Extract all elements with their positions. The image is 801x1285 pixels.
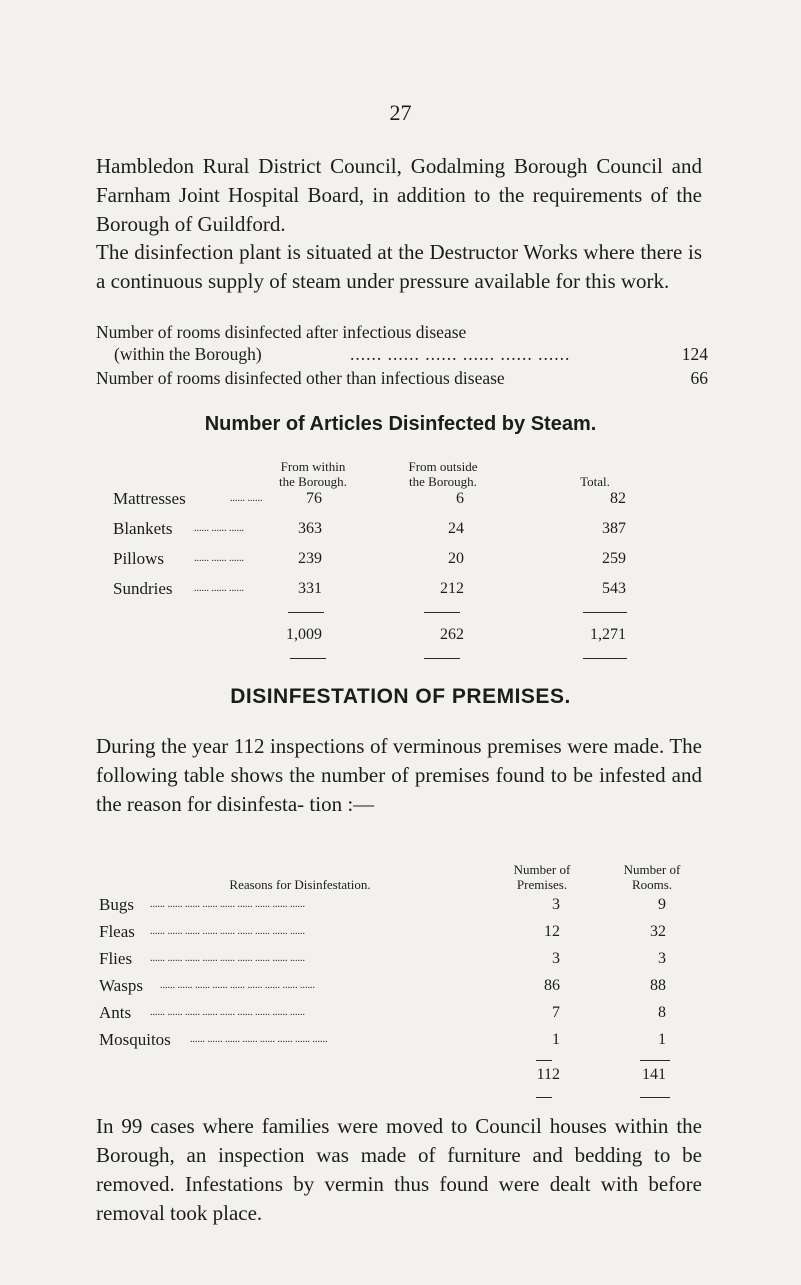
intro-paragraph: Hambledon Rural District Council, Godalming Borough Council and Farnham Joint Hospital Board, in addition to the requirements of the Borough of Guildford. (96, 154, 702, 236)
cell-outside: 212 (440, 580, 464, 597)
row-label: Mattresses (113, 489, 186, 508)
disinfestation-title: DISINFESTATION OF PREMISES. (230, 685, 571, 708)
subtotal-rule-within (288, 612, 324, 613)
header-within-line2: the Borough. (279, 474, 347, 489)
rooms-row-infectious-line2 (96, 343, 708, 365)
cell-rooms: 1 (658, 1031, 666, 1048)
leader-dots: ...... ...... ...... ...... ...... ...... ...... ...... ...... (160, 980, 315, 991)
header-within-line1: From within (280, 459, 346, 474)
cell-rooms: 9 (658, 896, 666, 913)
rooms-value-other: 66 (690, 368, 708, 388)
header-rooms-line1: Number of (623, 862, 681, 877)
subtotal-rule-outside (424, 612, 460, 613)
row-label: Mosquitos (99, 1030, 171, 1049)
header-rooms-line2: Rooms. (631, 877, 673, 892)
row-label: Blankets (113, 519, 173, 538)
total-rule-total (583, 658, 627, 659)
rooms-row-infectious-line1 (96, 321, 708, 343)
leader-dots: ...... ...... ...... (194, 523, 244, 534)
rooms-label-infectious: Number of rooms disinfected after infectious disease (96, 322, 467, 342)
header-outside-line1: From outside (408, 459, 478, 474)
rooms-label-other: Number of rooms disinfected other than infectious disease (96, 368, 505, 388)
header-total: Total. (580, 474, 610, 489)
cell-total: 543 (602, 580, 626, 597)
cell-rooms: 8 (658, 1004, 666, 1021)
header-outside-line2: the Borough. (409, 474, 477, 489)
total-rule-outside (424, 658, 460, 659)
leader-dots: ...... ...... ...... ...... ...... ...... ...... ...... ...... (150, 899, 305, 910)
leader-dots: ...... ...... ...... ...... ...... ...... ...... ...... ...... (150, 926, 305, 937)
header-within (252, 459, 374, 489)
row-label: Flies (99, 949, 133, 968)
cell-rooms: 3 (658, 950, 666, 967)
total-rule-rooms (640, 1097, 670, 1098)
subtotal-rule-premises (536, 1060, 552, 1061)
row-label: Sundries (113, 579, 173, 598)
leader-dots: ...... ...... ...... (194, 553, 244, 564)
cell-total: 387 (602, 520, 626, 537)
row-label: Ants (99, 1003, 132, 1022)
rooms-disinfected-list (96, 321, 708, 389)
total-rooms: 141 (642, 1066, 666, 1083)
cell-total: 259 (602, 550, 626, 567)
cell-within: 363 (298, 520, 322, 537)
row-label: Pillows (113, 549, 165, 568)
leader-dots: ...... ...... ...... ...... ...... ...... ...... ...... ...... (150, 1007, 305, 1018)
leader-dots: ...... ...... (230, 493, 263, 504)
header-reasons: Reasons for Disinfestation. (229, 877, 371, 892)
rooms-row-other (96, 367, 708, 389)
plant-paragraph: The disinfection plant is situated at the Destructor Works where there is a continuous supply of steam under pressure available for this work. (96, 240, 702, 293)
cell-outside: 20 (448, 550, 464, 567)
cell-within: 331 (298, 580, 322, 597)
header-rooms (602, 862, 702, 892)
cell-premises: 86 (544, 977, 560, 994)
row-label: Fleas (99, 922, 135, 941)
header-premises-line1: Number of (513, 862, 571, 877)
page-number: 27 (389, 100, 412, 125)
header-premises-line2: Premises. (516, 877, 568, 892)
total-premises: 112 (536, 1066, 560, 1083)
leader-dots: ...... ...... ...... ...... ...... ...... ...... ...... ...... (150, 953, 305, 964)
rooms-label-within: (within the Borough) (114, 344, 262, 364)
total-within: 1,009 (286, 626, 322, 643)
cell-premises: 1 (552, 1031, 560, 1048)
subtotal-rule-rooms (640, 1060, 670, 1061)
total-total: 1,271 (590, 626, 626, 643)
total-rule-within (290, 658, 326, 659)
cell-premises: 12 (544, 923, 560, 940)
cell-premises: 7 (552, 1004, 560, 1021)
total-outside: 262 (440, 626, 464, 643)
removal-paragraph: In 99 cases where families were moved to Council houses within the Borough, an inspection was made of furniture and bedding to be removed. Infestations by vermin thus found were dealt with before removal took place. (96, 1114, 702, 1225)
leader-dots: ...... ...... ...... (194, 583, 244, 594)
articles-table-title: Number of Articles Disinfected by Steam. (204, 413, 597, 435)
header-premises (492, 862, 592, 892)
row-label: Wasps (99, 976, 143, 995)
cell-rooms: 88 (650, 977, 666, 994)
cell-premises: 3 (552, 896, 560, 913)
cell-outside: 6 (456, 490, 464, 507)
leader-dots: ...... ...... ...... ...... ...... ...... ...... ...... (190, 1034, 328, 1045)
inspections-paragraph: During the year 112 inspections of verminous premises were made. The following table shows the number of premises found to be infested and the reason for disinfesta- tion :— (96, 734, 702, 816)
rooms-value-infectious: 124 (681, 344, 708, 364)
row-label: Bugs (99, 895, 134, 914)
cell-rooms: 32 (650, 923, 666, 940)
cell-total: 82 (610, 490, 626, 507)
header-outside (385, 459, 501, 489)
rooms-leader-dots: ...... ...... ...... ...... ...... ...... (350, 344, 571, 364)
cell-outside: 24 (448, 520, 464, 537)
cell-premises: 3 (552, 950, 560, 967)
subtotal-rule-total (583, 612, 627, 613)
cell-within: 76 (306, 490, 322, 507)
cell-within: 239 (298, 550, 322, 567)
total-rule-premises (536, 1097, 552, 1098)
